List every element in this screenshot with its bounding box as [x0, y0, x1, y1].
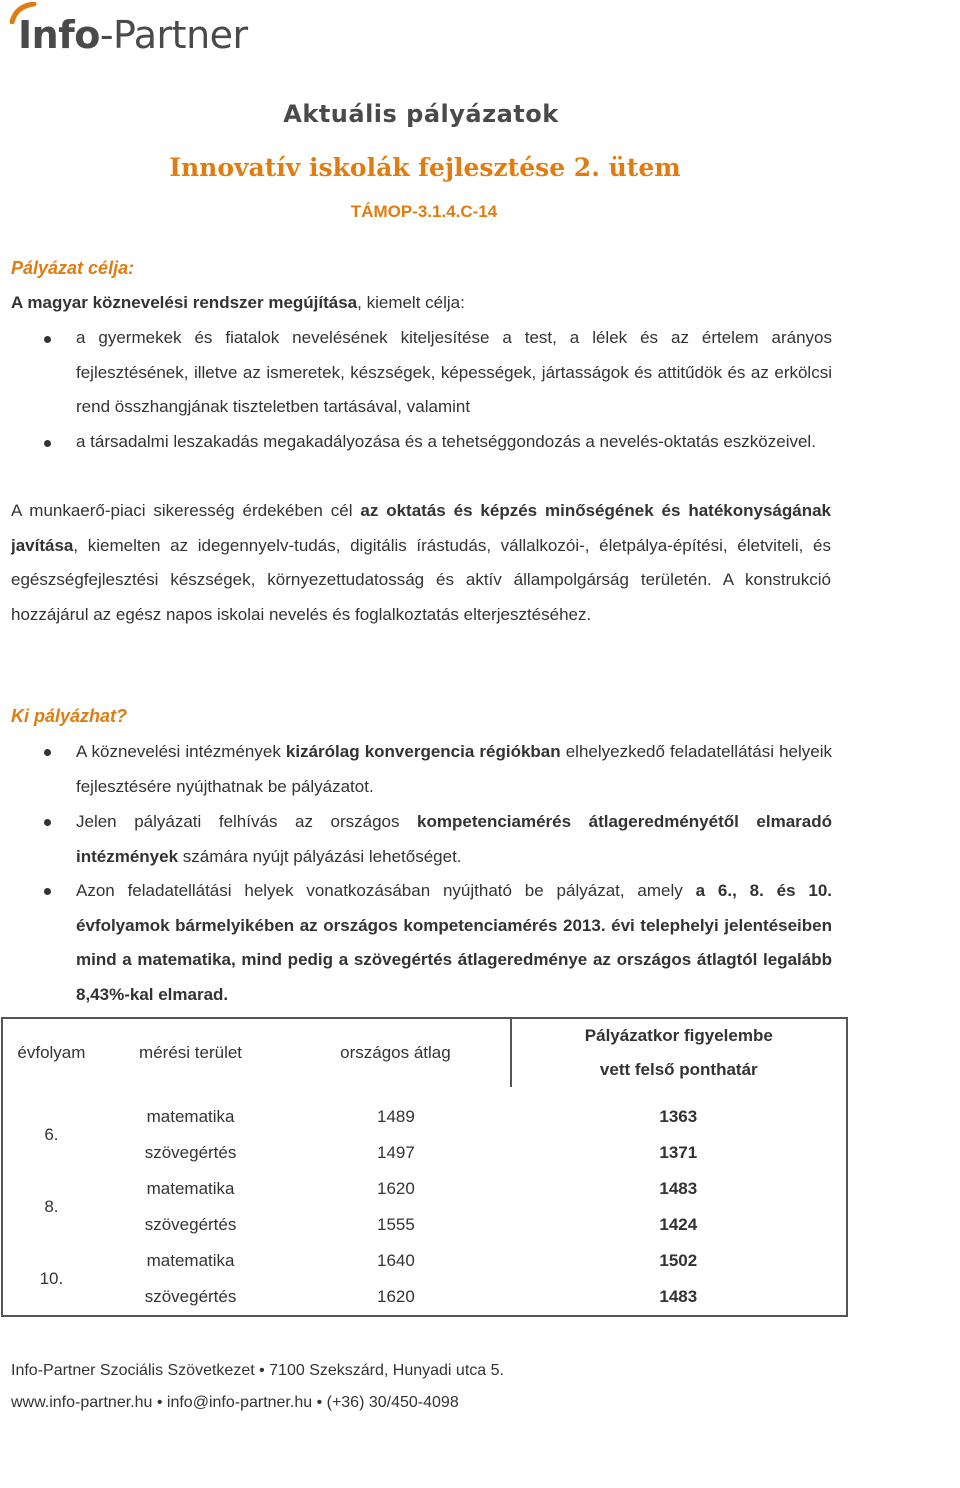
- area-cell: szövegértés: [144, 1143, 237, 1162]
- bullet-icon: [44, 440, 51, 447]
- national-cell: 1555: [377, 1215, 415, 1234]
- header-grade: évfolyam: [17, 1043, 86, 1062]
- table-row: [3, 1243, 846, 1279]
- page-title: Aktuális pályázatok: [283, 100, 559, 128]
- header-area: mérési terület: [139, 1043, 243, 1062]
- company-logo: [8, 2, 248, 57]
- program-title: Innovatív iskolák fejlesztése 2. ütem: [169, 153, 681, 182]
- bullet-icon: [44, 888, 51, 895]
- threshold-cell: 1502: [659, 1251, 698, 1270]
- grade-cell: 8.: [44, 1197, 59, 1216]
- area-cell: szövegértés: [144, 1215, 237, 1234]
- goal-intro: A magyar köznevelési rendszer megújítása, kiemelt célja:: [11, 293, 465, 312]
- area-cell: matematika: [146, 1179, 235, 1198]
- grade-cell: 10.: [39, 1269, 64, 1288]
- threshold-cell: 1483: [659, 1287, 698, 1306]
- goal-bullet-1: a gyermekek és fiatalok nevelésének kiteljesítése a test, a lélek és az értelem arányos fejlesztésének, illetve az ismeretek, készségek, képességek, jártasságok és attitűdök és az erkölcsi rend összhangjának tiszteletben tartásával, valamint: [76, 328, 832, 416]
- threshold-table: [3, 1019, 846, 1315]
- who-bullet-3: Azon feladatellátási helyek vonatkozásában nyújtható be pályázat, amely a 6., 8. és 10. évfolyamok bármelyikében az országos kompetenciamérés 2013. évi telephelyi jelentéseiben mind a matematika, mind pedig a szövegértés átlageredménye az országos átlagtól legalább 8,43%-kal elmarad.: [76, 881, 833, 1004]
- footer-address: Info-Partner Szociális Szövetkezet • 7100 Szekszárd, Hunyadi utca 5.: [11, 1362, 504, 1379]
- threshold-cell: 1424: [659, 1215, 698, 1234]
- table-row: [3, 1207, 846, 1243]
- national-cell: 1620: [377, 1179, 415, 1198]
- table-header-row: [3, 1019, 846, 1087]
- table-row: [3, 1135, 846, 1171]
- bullet-icon: [44, 336, 51, 343]
- table-row: [3, 1099, 846, 1135]
- who-bullet-1: A köznevelési intézmények kizárólag konvergencia régiókban elhelyezkedő feladatellátási helyeik fejlesztésére nyújthatnak be pályázatot.: [76, 742, 832, 796]
- goal-heading: Pályázat célja:: [11, 258, 135, 278]
- table-row: [3, 1171, 846, 1207]
- footer-contact: www.info-partner.hu • info@info-partner.hu • (+36) 30/450-4098: [11, 1394, 459, 1411]
- threshold-cell: 1483: [659, 1179, 698, 1198]
- grade-cell: 6.: [44, 1125, 59, 1144]
- who-heading: Ki pályázhat?: [11, 706, 128, 726]
- table-row: [3, 1279, 846, 1315]
- national-cell: 1620: [377, 1287, 415, 1306]
- goal-paragraph: A munkaerő-piaci sikeresség érdekében cél az oktatás és képzés minőségének és hatékonyságának javítása, kiemelten az idegennyelv-tudás, digitális írástudás, vállalkozói-, életpálya-építési, életviteli, és egészségfejlesztési készségek, környezettudatosság és aktív állampolgárság területén. A konstrukció hozzájárul az egész napos iskolai nevelés és foglalkoztatás elterjesztéséhez.: [11, 501, 831, 624]
- program-code: TÁMOP-3.1.4.C-14: [350, 202, 498, 221]
- goal-bullet-2: a társadalmi leszakadás megakadályozása és a tehetséggondozás a nevelés-oktatás eszközeivel.: [76, 432, 816, 451]
- area-cell: matematika: [146, 1107, 235, 1126]
- national-cell: 1640: [377, 1251, 415, 1270]
- threshold-cell: 1371: [659, 1143, 698, 1162]
- header-threshold: Pályázatkor figyelembe vett felső ponthatár: [511, 1019, 846, 1087]
- logo-wordmark: Info-Partner: [18, 13, 248, 57]
- threshold-cell: 1363: [659, 1107, 698, 1126]
- bullet-icon: [44, 749, 51, 756]
- who-bullet-2: Jelen pályázati felhívás az országos kompetenciamérés átlageredményétől elmaradó intézmények számára nyújt pályázási lehetőséget.: [76, 812, 832, 866]
- bullet-icon: [44, 819, 51, 826]
- area-cell: szövegértés: [144, 1287, 237, 1306]
- area-cell: matematika: [146, 1251, 235, 1270]
- national-cell: 1497: [377, 1143, 415, 1162]
- national-cell: 1489: [377, 1107, 415, 1126]
- header-national: országos átlag: [340, 1043, 451, 1062]
